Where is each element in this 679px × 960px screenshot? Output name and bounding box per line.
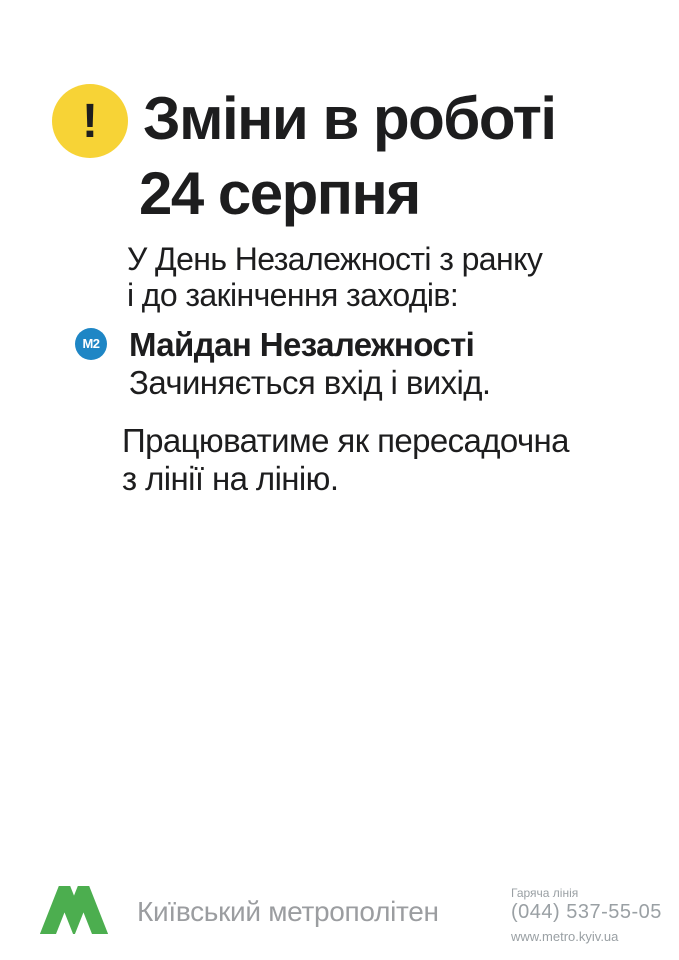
intro-line-1: У День Незалежності з ранку (127, 241, 543, 277)
transfer-note (122, 422, 569, 498)
intro-text (127, 241, 542, 313)
title-line-2: 24 серпня (139, 160, 420, 227)
hotline-label: Гаряча лінія (511, 886, 579, 900)
brand-name: Київський метрополітен (137, 896, 439, 927)
station-info (129, 326, 490, 402)
title-line-1: Зміни в роботі (143, 85, 556, 152)
alert-exclamation-icon: ! (52, 84, 128, 158)
hotline-phone: (044) 537-55-05 (511, 901, 662, 923)
station-name: Майдан Незалежності (129, 326, 475, 363)
metro-line-m2-badge-icon: М2 (75, 328, 107, 360)
note-line-1: Працюватиме як пересадочна (122, 422, 569, 459)
note-line-2: з лінії на лінію. (122, 460, 339, 497)
station-status: Зачиняється вхід і вихід. (129, 364, 491, 401)
contact-block (511, 886, 662, 945)
page-title (139, 81, 556, 231)
kyiv-metro-logo-icon (40, 886, 108, 934)
intro-line-2: і до закінчення заходів: (127, 277, 459, 313)
website-url: www.metro.kyiv.ua (511, 929, 619, 944)
